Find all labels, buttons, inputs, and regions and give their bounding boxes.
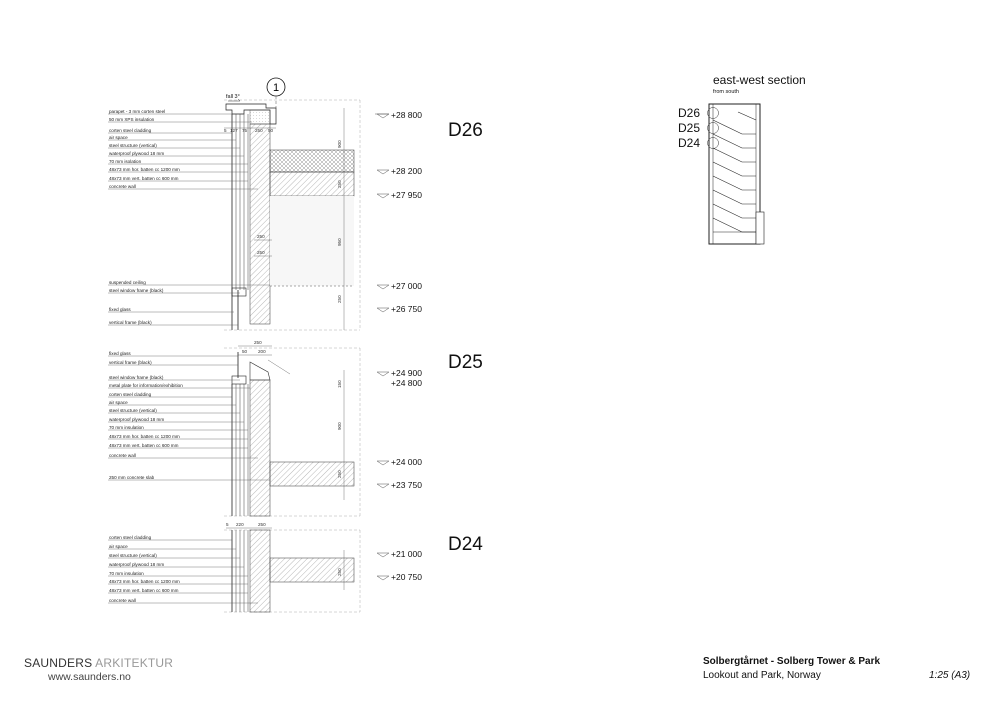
dim: 900 [337, 422, 342, 430]
label-vertical-frame: vertical frame (black) [109, 360, 152, 365]
level-26750: +26 750 [391, 304, 422, 314]
dim: 127 [230, 128, 238, 133]
label-cladding: corten steel cladding [109, 535, 152, 540]
label-air-space: air space [109, 400, 128, 405]
level-markers-d26 [375, 114, 389, 312]
label-insulation: 70 mm insulation [109, 571, 144, 576]
label-steel-structure: steel structure (vertical) [109, 408, 157, 413]
key-label-d24: D24 [678, 136, 701, 150]
label-parapet: parapet - 3 mm corten steel [109, 109, 166, 114]
level-20750: +20 750 [391, 572, 422, 582]
detail-d24 [108, 522, 483, 612]
label-plywood: waterproof plywood 18 mm [109, 562, 165, 567]
level-27950: +27 950 [391, 190, 422, 200]
dim: 50 [268, 128, 274, 133]
dim: 250 [255, 128, 263, 133]
dim: 50 [242, 349, 248, 354]
detail-d26 [108, 78, 483, 330]
dim: 950 [337, 238, 342, 246]
label-hor-batten: 48x73 mm hor. batten cc 1200 mm [109, 167, 180, 172]
label-cladding: corten steel cladding [109, 392, 152, 397]
dim: 250 [337, 180, 342, 188]
label-isolation: 70 mm isolation [109, 159, 142, 164]
level-24900: +24 900 [391, 368, 422, 378]
level-27000: +27 000 [391, 281, 422, 291]
label-fixed-glass: fixed glass [109, 307, 131, 312]
key-plan-title: east-west section [713, 73, 806, 87]
dim: 200 [258, 349, 266, 354]
level-24000: +24 000 [391, 457, 422, 467]
label-vert-batten: 48x73 mm vert. batten cc 600 mm [109, 588, 179, 593]
dim: 250 [337, 470, 342, 478]
drawing-scale: 1:25 (A3) [929, 670, 971, 681]
label-plywood: waterproof plywood 18 mm [109, 151, 165, 156]
key-plan-subtitle: from south [713, 89, 739, 95]
label-vert-batten: 48x73 mm vert. batten cc 600 mm [109, 176, 179, 181]
level-24800: +24 800 [391, 378, 422, 388]
label-vertical-frame: vertical frame (black) [109, 320, 152, 325]
dim: 250 [337, 568, 342, 576]
label-concrete-wall: concrete wall [109, 453, 136, 458]
label-suspended-ceiling: suspended ceiling [109, 280, 146, 285]
key-label-d26: D26 [678, 106, 701, 120]
dim: 150 [337, 380, 342, 388]
dim: 5 [224, 128, 227, 133]
level-28200: +28 200 [391, 166, 422, 176]
level-28800: +28 800 [391, 110, 422, 120]
label-air-space: air space [109, 135, 128, 140]
dim: 250 [257, 250, 265, 255]
level-23750: +23 750 [391, 480, 422, 490]
label-vert-batten: 48x73 mm vert. batten cc 600 mm [109, 443, 179, 448]
fall-note: fall 3° [226, 94, 240, 100]
label-hor-batten: 48x73 mm hor. batten cc 1200 mm [109, 434, 180, 439]
dim: 75 [242, 128, 248, 133]
grid-axis-label: 1 [272, 82, 280, 94]
firm-name-strong: SAUNDERS [24, 656, 93, 670]
detail-title-d26: D26 [448, 120, 483, 141]
dim: 900 [337, 140, 342, 148]
dim: 250 [258, 522, 266, 527]
label-cladding: corten steel cladding [109, 128, 152, 133]
label-plywood: waterproof plywood 18 mm [109, 417, 165, 422]
label-steel-structure: steel structure (vertical) [109, 553, 157, 558]
firm-name-light: ARKITEKTUR [95, 656, 174, 670]
label-fixed-glass: fixed glass [109, 351, 131, 356]
key-label-d25: D25 [678, 121, 701, 135]
key-plan [678, 73, 806, 244]
label-xps: 50 mm XPS insulation [109, 117, 155, 122]
label-concrete-wall: concrete wall [109, 184, 136, 189]
label-concrete-wall: concrete wall [109, 598, 136, 603]
label-hor-batten: 48x73 mm hor. batten cc 1200 mm [109, 579, 180, 584]
label-concrete-slab: 250 mm concrete slab [109, 475, 155, 480]
label-insulation: 70 mm insulation [109, 425, 144, 430]
level-21000: +21 000 [391, 549, 422, 559]
dim: 250 [337, 295, 342, 303]
label-window-frame: steel window frame (black) [109, 375, 164, 380]
label-window-frame: steel window frame (black) [109, 288, 164, 293]
label-metal-plate: metal plate for information/exhibition [109, 383, 183, 388]
project-title: Solbergtårnet - Solberg Tower & Park [703, 656, 881, 667]
detail-d25 [108, 340, 483, 516]
firm-website: www.saunders.no [48, 671, 131, 683]
detail-title-d25: D25 [448, 352, 483, 373]
dim: 250 [257, 234, 265, 239]
dim: 5 [226, 522, 229, 527]
project-subtitle: Lookout and Park, Norway [703, 670, 821, 681]
firm-logo [24, 656, 173, 670]
level-markers-d25 [377, 372, 389, 488]
level-markers-d24 [377, 553, 389, 580]
label-air-space: air space [109, 544, 128, 549]
dim: 250 [254, 340, 262, 345]
label-steel-structure: steel structure (vertical) [109, 143, 157, 148]
detail-title-d24: D24 [448, 534, 483, 555]
dim: 220 [236, 522, 244, 527]
